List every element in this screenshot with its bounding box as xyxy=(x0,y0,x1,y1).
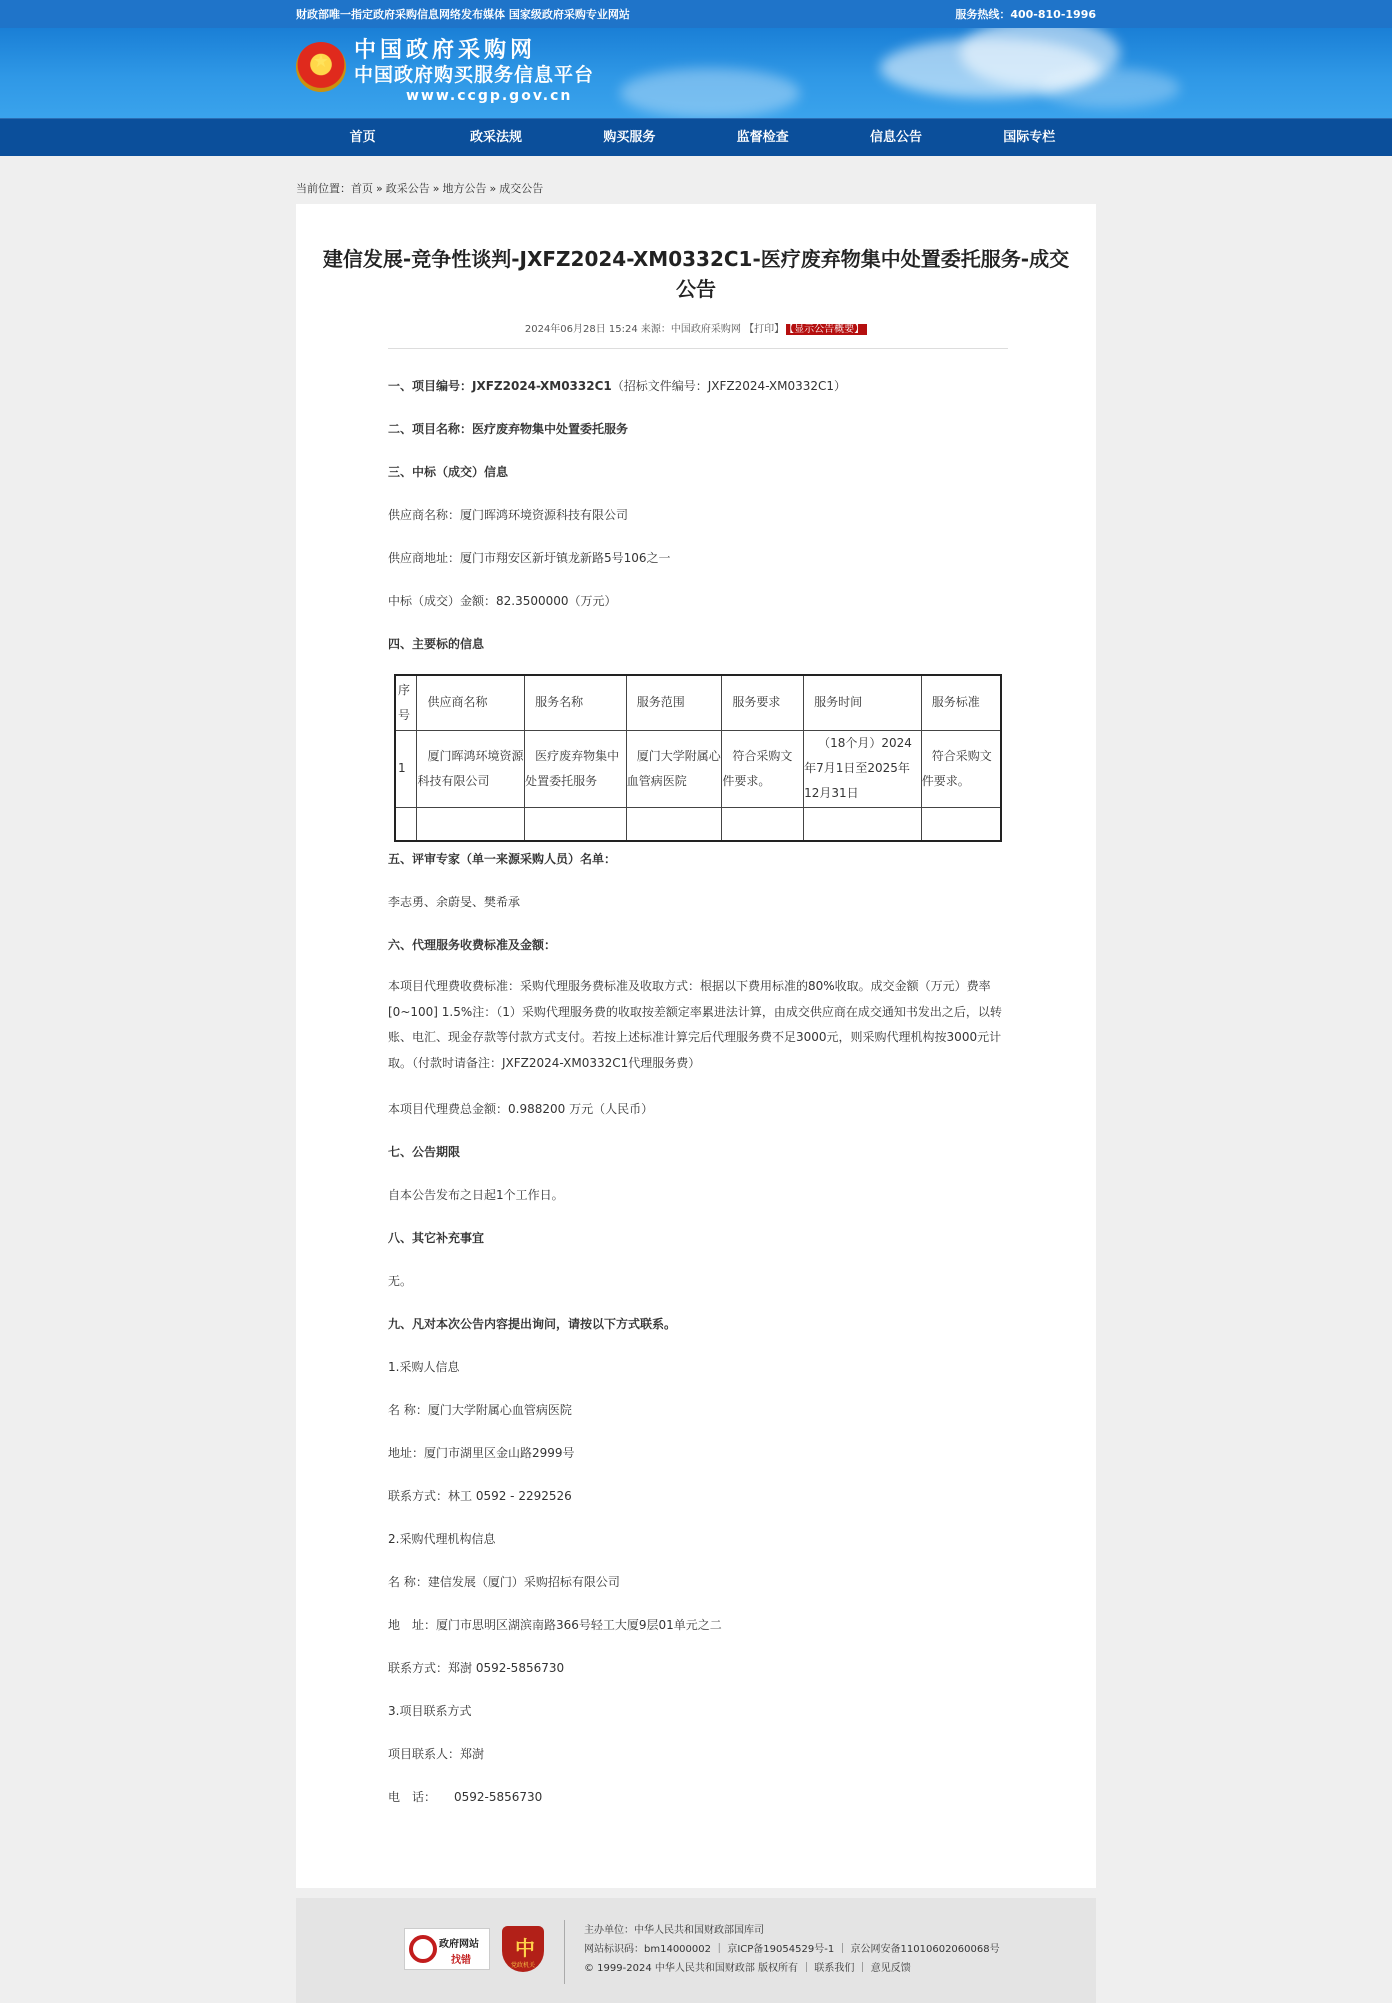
table-cell: 符合采购文件要求。 xyxy=(722,730,804,807)
agency-name: 名 称：建信发展（厦门）采购招标有限公司 xyxy=(388,1575,620,1589)
subject-table xyxy=(394,674,1002,842)
table-header-cell: 服务标准 xyxy=(921,675,1001,730)
nav-item-home[interactable]: 首页 xyxy=(349,130,376,145)
deal-amount: 中标（成交）金额：82.3500000（万元） xyxy=(388,594,617,608)
breadcrumb xyxy=(296,180,543,196)
agency-heading: 2.采购代理机构信息 xyxy=(388,1532,496,1546)
divider xyxy=(564,1920,565,1984)
expert-list: 李志勇、余蔚旻、樊希承 xyxy=(388,895,521,909)
breadcrumb-separator: » xyxy=(489,182,497,195)
supplier-address: 供应商地址：厦门市翔安区新圩镇龙新路5号106之一 xyxy=(388,551,671,565)
main-nav xyxy=(0,118,1392,156)
other-matters: 无。 xyxy=(388,1274,413,1288)
table-cell xyxy=(722,807,804,841)
footer-copyright-links[interactable]: © 1999-2024 中华人民共和国财政部 版权所有 ｜ 联系我们 ｜ 意见反馈 xyxy=(584,1963,911,1974)
section-heading: 四、主要标的信息 xyxy=(388,637,485,651)
nav-item-announcements[interactable]: 信息公告 xyxy=(869,130,922,145)
party-gov-agency-badge[interactable] xyxy=(502,1926,544,1972)
table-cell xyxy=(626,807,722,841)
table-cell xyxy=(395,807,417,841)
article-title-line: 建信发展-竞争性谈判-JXFZ2024-XM0332C1-医疗废弃物集中处置委托服务-成交 xyxy=(322,247,1070,271)
logo-subtitle: 中国政府购买服务信息平台 xyxy=(354,64,595,86)
purchaser-address: 地址：厦门市湖里区金山路2999号 xyxy=(388,1446,575,1460)
article-title-line: 公告 xyxy=(676,277,716,301)
nav-item-regulations[interactable]: 政采法规 xyxy=(469,130,522,145)
breadcrumb-separator: » xyxy=(432,182,440,195)
article-meta-text: 2024年06月28日 15:24 来源：中国政府采购网 【打印】 xyxy=(524,324,785,335)
project-contact-person: 项目联系人：郑澍 xyxy=(388,1747,485,1761)
logo-url: www.ccgp.gov.cn xyxy=(406,88,573,104)
breadcrumb-separator: » xyxy=(376,182,383,195)
table-header-cell: 服务时间 xyxy=(804,675,922,730)
breadcrumb-home[interactable]: 首页 xyxy=(351,182,373,195)
announcement-period: 自本公告发布之日起1个工作日。 xyxy=(388,1188,564,1202)
table-cell xyxy=(921,807,1001,841)
section-heading: 八、其它补充事宜 xyxy=(388,1231,485,1245)
nav-item-supervision[interactable]: 监督检查 xyxy=(736,130,789,145)
site-header xyxy=(0,28,1392,118)
tender-doc-number: （招标文件编号：JXFZ2024-XM0332C1） xyxy=(611,379,847,393)
footer-registration: 网站标识码：bm14000002 ｜ 京ICP备19054529号-1 ｜ 京公网安备11010602060068号 xyxy=(584,1944,1000,1955)
purchaser-heading: 1.采购人信息 xyxy=(388,1360,460,1374)
divider xyxy=(388,348,1008,349)
service-hotline: 服务热线：400-810-1996 xyxy=(955,8,1096,21)
breadcrumb-deal[interactable]: 成交公告 xyxy=(499,182,544,195)
breadcrumb-prefix: 当前位置： xyxy=(296,182,351,195)
article-title xyxy=(296,244,1096,304)
article-card xyxy=(296,204,1096,1888)
footer-info xyxy=(584,1921,1000,1978)
table-row-empty xyxy=(395,807,1001,841)
badge-label: 党政机关 xyxy=(510,1962,535,1969)
table-header-row xyxy=(395,675,1001,730)
breadcrumb-procurement[interactable]: 政采公告 xyxy=(385,182,430,195)
logo-title: 中国政府采购网 xyxy=(354,38,537,63)
section-heading: 九、凡对本次公告内容提出询问，请按以下方式联系。 xyxy=(388,1317,677,1331)
project-contact-heading: 3.项目联系方式 xyxy=(388,1704,472,1718)
table-cell xyxy=(417,807,525,841)
section-heading: 二、项目名称：医疗废弃物集中处置委托服务 xyxy=(388,422,629,436)
table-cell: 1 xyxy=(395,730,417,807)
table-cell: 厦门晖鸿环境资源科技有限公司 xyxy=(417,730,525,807)
purchaser-name: 名 称：厦门大学附属心血管病医院 xyxy=(388,1403,572,1417)
purchaser-contact: 联系方式：林工 0592 - 2292526 xyxy=(388,1489,572,1503)
fee-paragraph: 本项目代理费收费标准：采购代理服务费标准及收取方式：根据以下费用标准的80%收取。成交金额（万元）费率[0~100] 1.5%注：（1）采购代理服务费的收取按差额定率累进法计算，由成交供应商在成交通知书发出之后，以转账、电汇、现金存款等付款方式支付。若按上述标准计算完后代理服务费不足3000元，则采购代理机构按3000元计取。（付款时请备注：JXFZ2024-XM0332C1代理服务费） xyxy=(388,979,1002,1070)
section-heading: 三、中标（成交）信息 xyxy=(388,465,509,479)
footer-sponsor: 主办单位：中华人民共和国财政部国库司 xyxy=(584,1925,764,1936)
breadcrumb-local[interactable]: 地方公告 xyxy=(442,182,487,195)
nav-item-services[interactable]: 购买服务 xyxy=(603,130,656,145)
table-cell xyxy=(525,807,627,841)
table-cell: 符合采购文件要求。 xyxy=(921,730,1001,807)
show-summary-button[interactable]: 【显示公告概要】 xyxy=(786,324,867,335)
supplier-name: 供应商名称：厦门晖鸿环境资源科技有限公司 xyxy=(388,508,629,522)
project-contact-phone: 电 话： 0592-5856730 xyxy=(388,1790,543,1804)
section-heading: 六、代理服务收费标准及金额： xyxy=(388,938,557,952)
table-row xyxy=(395,730,1001,807)
table-cell: 医疗废弃物集中处置委托服务 xyxy=(525,730,627,807)
site-slogan: 财政部唯一指定政府采购信息网络发布媒体 国家级政府采购专业网站 xyxy=(296,8,630,21)
section-heading: 五、评审专家（单一来源采购人员）名单： xyxy=(388,852,617,866)
table-header-cell: 服务范围 xyxy=(626,675,722,730)
article-meta xyxy=(296,320,1096,335)
national-emblem-icon xyxy=(296,42,346,92)
table-cell: （18个月）2024年7月1日至2025年12月31日 xyxy=(804,730,922,807)
table-header-cell: 服务要求 xyxy=(722,675,804,730)
section-heading: 七、公告期限 xyxy=(388,1145,461,1159)
top-info-bar xyxy=(0,0,1392,28)
emblem-icon: 中 xyxy=(515,1936,535,1960)
site-logo[interactable] xyxy=(296,38,594,105)
table-header-cell: 序号 xyxy=(395,675,417,730)
nav-item-international[interactable]: 国际专栏 xyxy=(1003,130,1056,145)
fee-total: 本项目代理费总金额：0.988200 万元（人民币） xyxy=(388,1102,654,1116)
section-project-number xyxy=(388,377,846,394)
table-header-cell: 供应商名称 xyxy=(417,675,525,730)
table-cell xyxy=(804,807,922,841)
magnifier-icon xyxy=(409,1935,437,1963)
section-heading: 一、项目编号：JXFZ2024-XM0332C1 xyxy=(388,379,612,393)
site-footer xyxy=(296,1898,1096,2003)
table-header-cell: 服务名称 xyxy=(525,675,627,730)
table-cell: 厦门大学附属心血管病医院 xyxy=(626,730,722,807)
agency-address: 地 址：厦门市思明区湖滨南路366号轻工大厦9层01单元之二 xyxy=(388,1618,722,1632)
badge-label: 找错 xyxy=(451,1955,471,1966)
gov-site-error-report-badge[interactable] xyxy=(404,1928,490,1970)
agency-contact: 联系方式：郑澍 0592-5856730 xyxy=(388,1661,565,1675)
badge-label: 政府网站 xyxy=(439,1939,479,1950)
